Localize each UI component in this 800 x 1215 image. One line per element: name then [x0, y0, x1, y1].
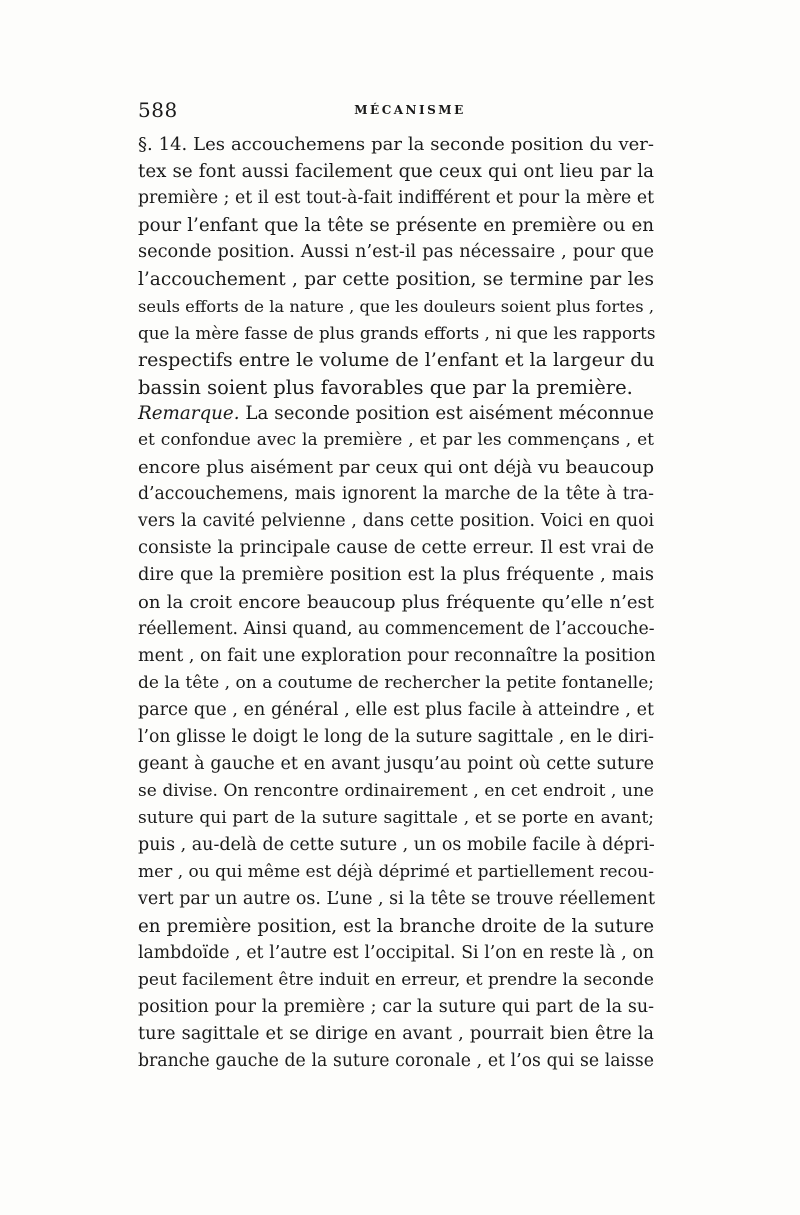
text-line: on la croit encore beaucoup plus fréquente qu’elle n’est [138, 592, 654, 613]
text-line: et confondue avec la première , et par les commençans , et [138, 430, 654, 450]
text-line: encore plus aisément par ceux qui ont déjà vu beaucoup [138, 457, 654, 478]
remark-text: La seconde position est aisément méconnue [245, 403, 654, 424]
text-line: tex se font aussi facilement que ceux qui ont lieu par la [138, 161, 654, 182]
text-line: position pour la première ; car la suture qui part de la su- [138, 997, 654, 1017]
text-line: vert par un autre os. L’une , si la tête se trouve réellement [138, 889, 655, 909]
text-line: première ; et il est tout-à-fait indifférent et pour la mère et [138, 188, 654, 208]
text-line: vers la cavité pelvienne , dans cette position. Voici en quoi [138, 511, 654, 531]
text-line: d’accouchemens, mais ignorent la marche de la tête à tra- [138, 484, 654, 504]
text-line: seuls efforts de la nature , que les douleurs soient plus fortes , [138, 297, 654, 316]
text-line: bassin soient plus favorables que par la première. [138, 376, 633, 399]
page-number: 588 [138, 98, 178, 122]
text-line: pour l’enfant que la tête se présente en première ou en [138, 215, 654, 236]
text-line: dire que la première position est la plus fréquente , mais [138, 565, 654, 585]
text-line: lambdoïde , et l’autre est l’occipital. Si l’on en reste là , on [138, 943, 654, 963]
text-line: respectifs entre le volume de l’enfant et la largeur du [138, 349, 655, 371]
text-line: puis , au-delà de cette suture , un os mobile facile à dépri- [138, 835, 655, 855]
text-line: ment , on fait une exploration pour reconnaître la position [138, 646, 656, 666]
remark-line [138, 400, 654, 427]
text-line: parce que , en général , elle est plus facile à atteindre , et [138, 700, 654, 720]
text-line: l’on glisse le doigt le long de la suture sagittale , en le diri- [138, 727, 654, 747]
text-line: mer , ou qui même est déjà déprimé et partiellement recou- [138, 862, 654, 882]
text-line: suture qui part de la suture sagittale , et se porte en avant; [138, 808, 654, 828]
text-line: peut facilement être induit en erreur, et prendre la seconde [138, 970, 654, 990]
remark-label: Remarque. [138, 403, 240, 424]
text-line: que la mère fasse de plus grands efforts , ni que les rapports [138, 323, 656, 343]
text-line: se divise. On rencontre ordinairement , en cet endroit , une [138, 781, 654, 801]
text-line: de la tête , on a coutume de rechercher la petite fontanelle; [138, 673, 654, 693]
text-line: §. 14. Les accouchemens par la seconde position du ver- [138, 134, 654, 155]
text-line: en première position, est la branche droite de la suture [138, 916, 654, 937]
text-line: consiste la principale cause de cette erreur. Il est vrai de [138, 538, 654, 558]
text-line: geant à gauche et en avant jusqu’au point où cette suture [138, 754, 654, 774]
text-line: l’accouchement , par cette position, se termine par les [138, 269, 654, 290]
text-line: branche gauche de la suture coronale , et l’os qui se laisse [138, 1051, 654, 1071]
running-head: MÉCANISME [354, 103, 466, 117]
text-line: réellement. Ainsi quand, au commencement de l’accouche- [138, 619, 655, 639]
text-line: ture sagittale et se dirige en avant , pourrait bien être la [138, 1024, 654, 1044]
text-line: seconde position. Aussi n’est-il pas nécessaire , pour que [138, 242, 654, 262]
